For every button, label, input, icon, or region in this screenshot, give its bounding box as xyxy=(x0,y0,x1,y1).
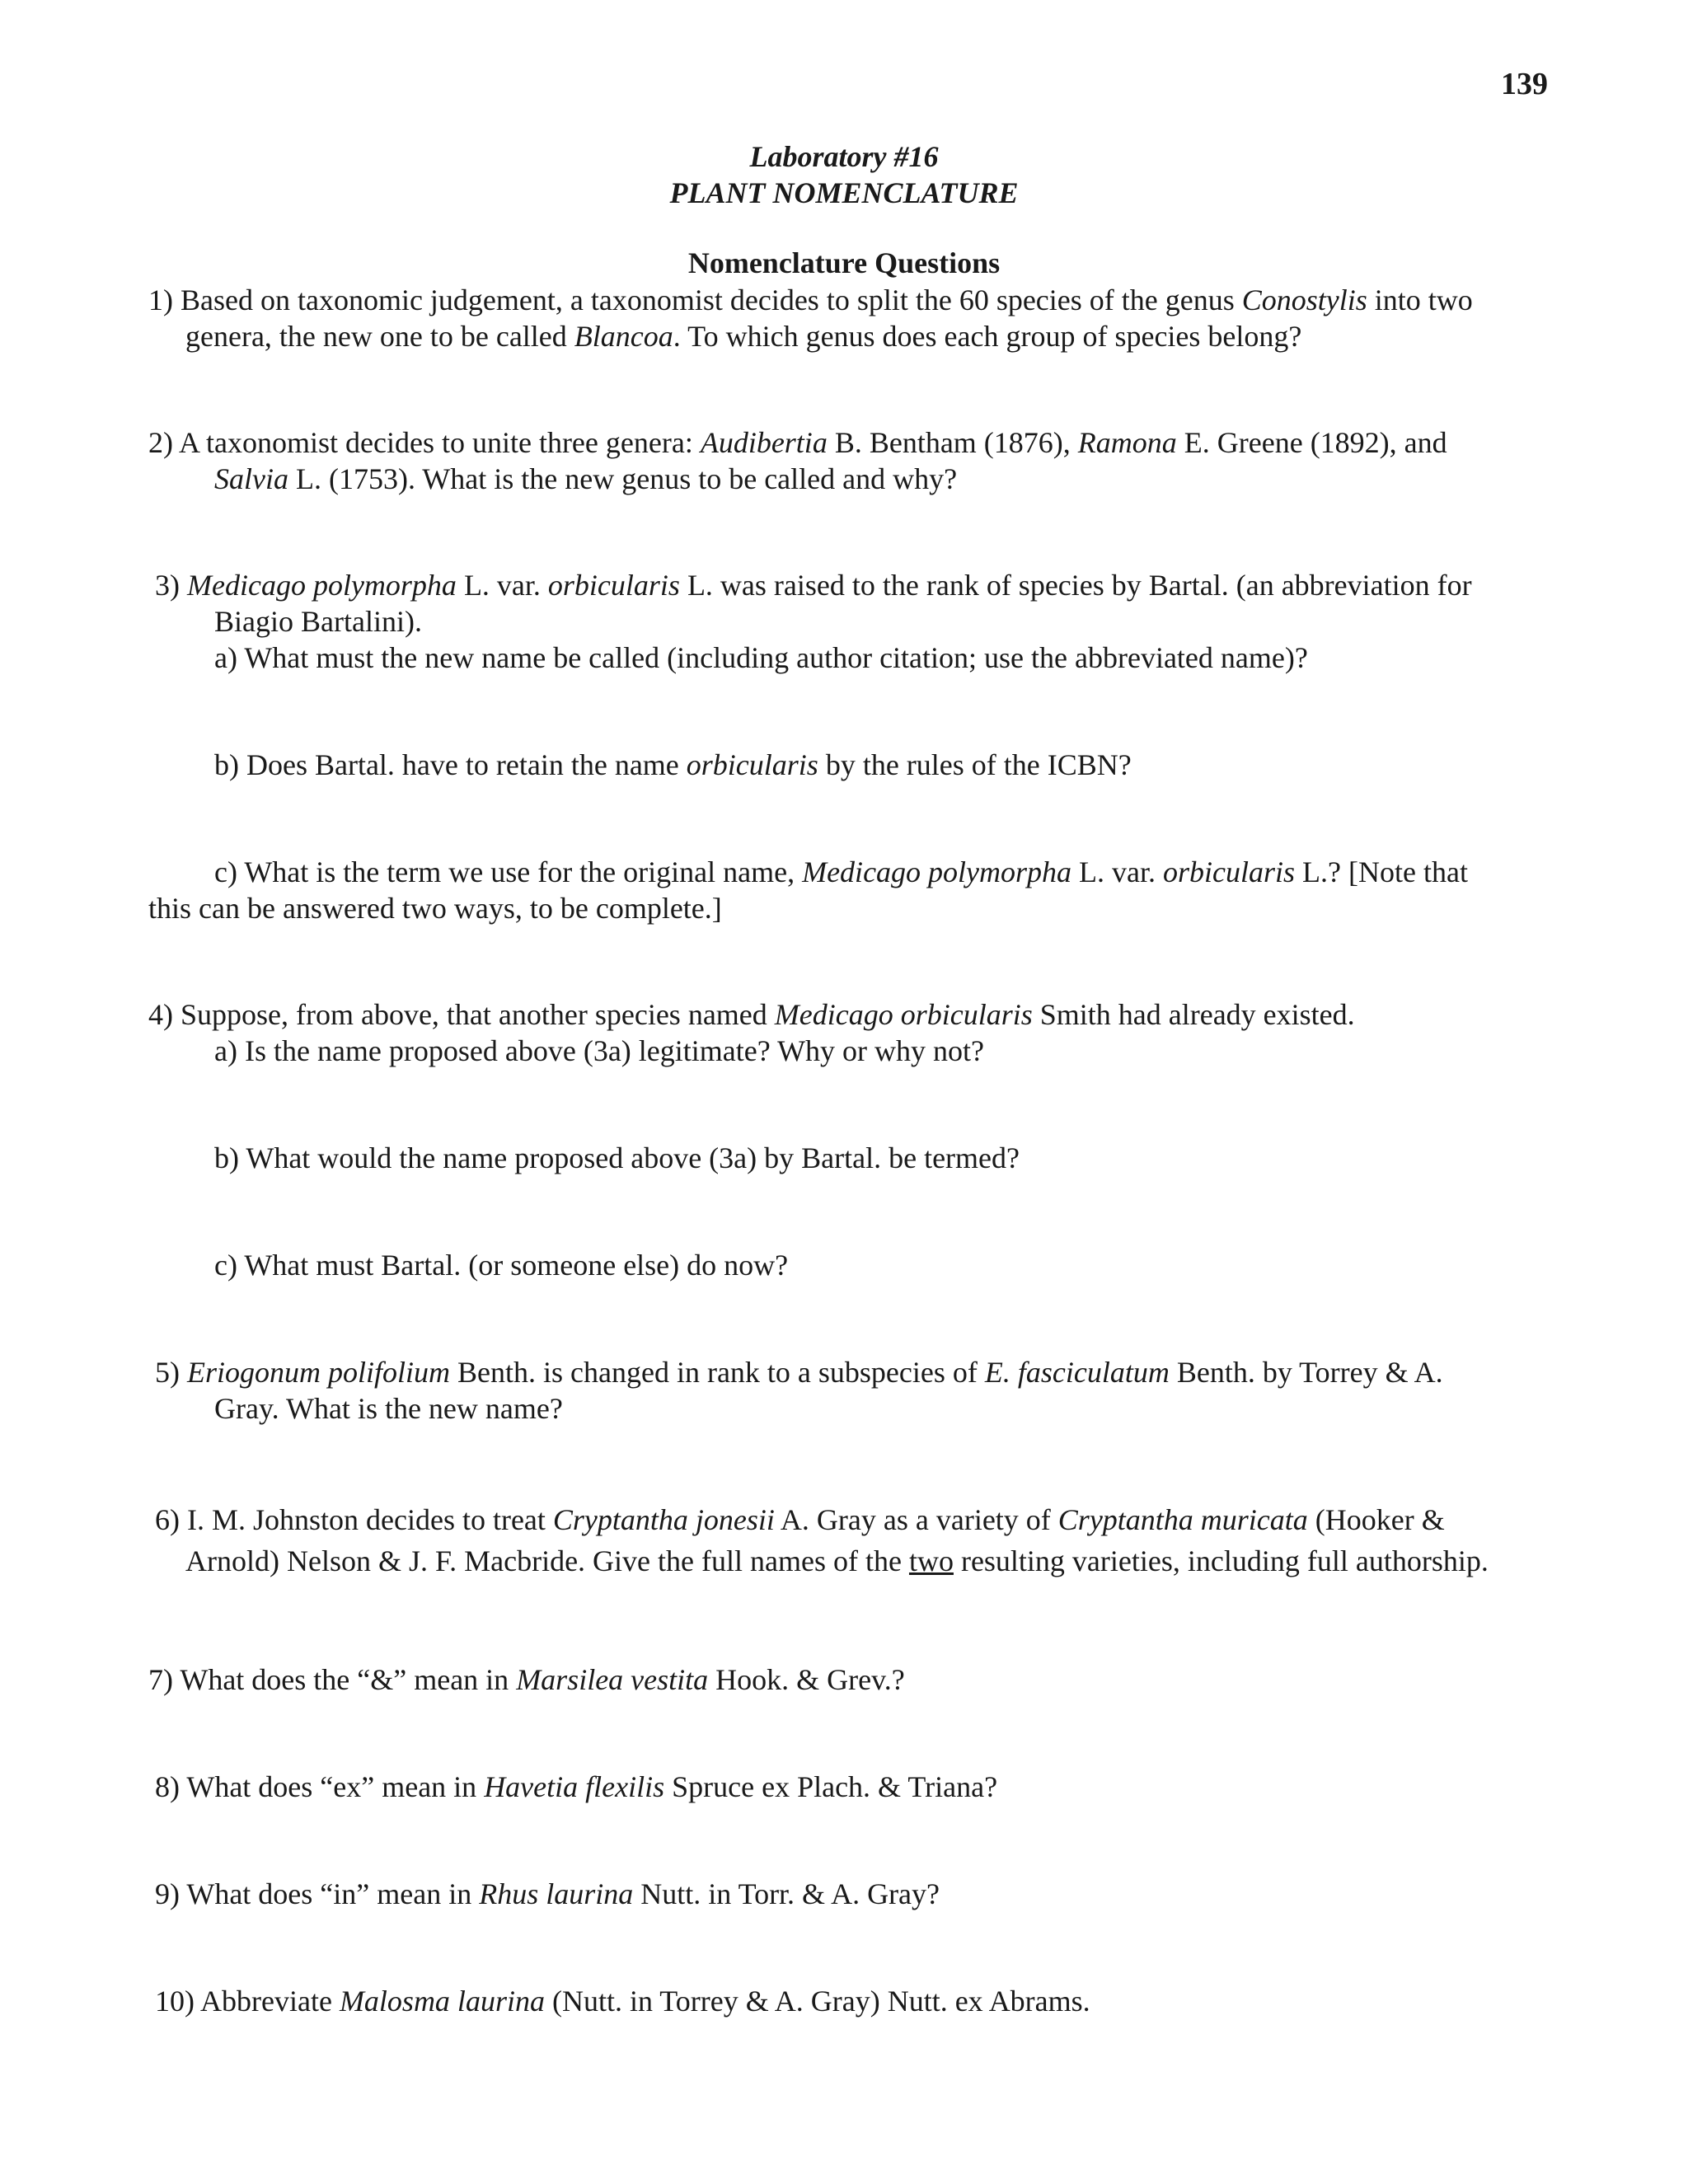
underlined-word: two xyxy=(908,1544,954,1577)
genus-name: Ramona xyxy=(1077,426,1177,459)
species-name: Malosma laurina xyxy=(339,1985,545,2018)
question-3c-line-2: this can be answered two ways, to be complete.] xyxy=(148,892,722,925)
question-4-line-1 xyxy=(148,996,1355,1033)
question-1-text: 1) Based on taxonomic judgement, a taxonomist decides to split the 60 species of the genus xyxy=(148,284,1242,316)
question-4-text: 4) Suppose, from above, that another species named xyxy=(148,998,775,1031)
question-3b xyxy=(214,747,1132,783)
question-9 xyxy=(155,1876,940,1912)
question-5-text: Benth. by Torrey & A. xyxy=(1169,1356,1443,1389)
question-4b: b) What would the name proposed above (3a) by Bartal. be termed? xyxy=(214,1141,1020,1174)
question-1-line-1 xyxy=(148,282,1473,318)
genus-name: Salvia xyxy=(214,462,288,495)
question-3-text: L. was raised to the rank of species by Bartal. (an abbreviation for xyxy=(679,569,1472,602)
question-1-text: into two xyxy=(1367,284,1473,316)
species-name: Medicago orbicularis xyxy=(774,998,1033,1031)
question-7-text: 7) What does the “&” mean in xyxy=(148,1663,517,1696)
question-6-text: Arnold) Nelson & J. F. Macbride. Give the full names of the xyxy=(185,1544,909,1577)
question-6-text: (Hooker & xyxy=(1307,1503,1445,1536)
question-2-text: E. Greene (1892), and xyxy=(1176,426,1447,459)
question-5-text: Benth. is changed in rank to a subspecies of xyxy=(450,1356,985,1389)
question-3b-text: b) Does Bartal. have to retain the name xyxy=(214,748,687,781)
question-8-text: Spruce ex Plach. & Triana? xyxy=(664,1770,998,1803)
question-5-text: 5) xyxy=(155,1356,187,1389)
question-6-text: A. Gray as a variety of xyxy=(774,1503,1058,1536)
question-10-text: (Nutt. in Torrey & A. Gray) Nutt. ex Abrams. xyxy=(544,1985,1090,2018)
question-7 xyxy=(148,1661,905,1698)
question-8-text: 8) What does “ex” mean in xyxy=(155,1770,485,1803)
question-3a: a) What must the new name be called (including author citation; use the abbreviated name)? xyxy=(214,641,1308,674)
question-6-line-1 xyxy=(155,1502,1445,1538)
species-name: Medicago polymorpha xyxy=(187,569,457,602)
question-1-text: genera, the new one to be called xyxy=(185,320,574,353)
question-3-line-2: Biagio Bartalini). xyxy=(214,605,422,638)
genus-name: Blancoa xyxy=(574,320,673,353)
question-3-text: L. var. xyxy=(456,569,548,602)
species-name: Eriogonum polifolium xyxy=(187,1356,451,1389)
lab-title-topic: PLANT NOMENCLATURE xyxy=(669,176,1019,209)
lab-title-number: Laboratory #16 xyxy=(749,140,939,173)
question-6-text: 6) I. M. Johnston decides to treat xyxy=(155,1503,553,1536)
species-name: Havetia flexilis xyxy=(484,1770,665,1803)
page-number: 139 xyxy=(1501,67,1548,101)
question-4c: c) What must Bartal. (or someone else) do now? xyxy=(214,1249,789,1282)
species-epithet: orbicularis xyxy=(1163,855,1296,888)
species-name: Marsilea vestita xyxy=(516,1663,709,1696)
question-5-line-1 xyxy=(155,1354,1443,1390)
species-name: Cryptantha jonesii xyxy=(552,1503,775,1536)
species-name: Cryptantha muricata xyxy=(1057,1503,1308,1536)
question-2-line-2 xyxy=(214,461,957,497)
genus-name: Audibertia xyxy=(700,426,828,459)
species-epithet: orbicularis xyxy=(686,748,818,781)
question-2-text: L. (1753). What is the new genus to be called and why? xyxy=(288,462,958,495)
question-1-text: . To which genus does each group of species belong? xyxy=(673,320,1302,353)
question-4-text: Smith had already existed. xyxy=(1032,998,1355,1031)
species-name: Rhus laurina xyxy=(479,1877,634,1910)
question-6-line-2 xyxy=(185,1543,1489,1579)
question-8 xyxy=(155,1769,997,1805)
lab-title xyxy=(0,138,1688,211)
species-name: Medicago polymorpha xyxy=(802,855,1072,888)
question-5-line-2: Gray. What is the new name? xyxy=(214,1392,563,1425)
question-2-text: 2) A taxonomist decides to unite three genera: xyxy=(148,426,701,459)
question-7-text: Hook. & Grev.? xyxy=(708,1663,905,1696)
question-10 xyxy=(155,1983,1090,2019)
question-2-line-1 xyxy=(148,424,1447,461)
species-name: E. fasciculatum xyxy=(984,1356,1170,1389)
question-9-text: Nutt. in Torr. & A. Gray? xyxy=(633,1877,940,1910)
question-3b-text: by the rules of the ICBN? xyxy=(818,748,1132,781)
section-heading: Nomenclature Questions xyxy=(687,246,1001,279)
question-9-text: 9) What does “in” mean in xyxy=(155,1877,480,1910)
question-3c-text: c) What is the term we use for the original name, xyxy=(214,855,803,888)
question-2-text: B. Bentham (1876), xyxy=(827,426,1078,459)
question-1-line-2 xyxy=(185,318,1301,354)
question-3c-line-1 xyxy=(214,854,1468,890)
question-6-text: resulting varieties, including full authorship. xyxy=(953,1544,1489,1577)
question-3-line-1 xyxy=(155,567,1472,603)
genus-name: Conostylis xyxy=(1241,284,1367,316)
question-3-text: 3) xyxy=(155,569,187,602)
question-3c-text: L. var. xyxy=(1071,855,1164,888)
question-4a: a) Is the name proposed above (3a) legitimate? Why or why not? xyxy=(214,1034,985,1067)
question-3c-text: L.? [Note that xyxy=(1295,855,1468,888)
question-10-text: 10) Abbreviate xyxy=(155,1985,340,2018)
species-epithet: orbicularis xyxy=(547,569,680,602)
